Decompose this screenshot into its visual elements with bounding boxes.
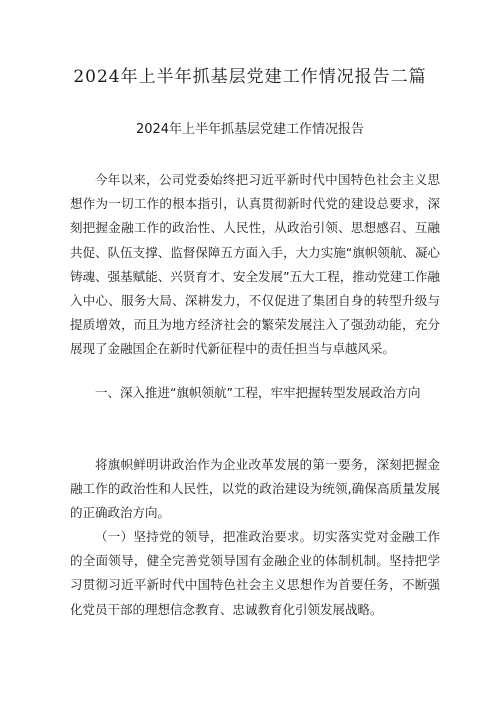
subsection-paragraph: （一）坚持党的领导，把准政治要求。切实落实党对金融工作的全面领导，健全完善党领导国有金融企业的体制机制。坚持把学习贯彻习近平新时代中国特色社会主义思想作为首要任务，不断强化党员干部的理想信念教育、忠诚教育化引领发展战略。 [70, 529, 440, 617]
section-heading: 一、深入推进“旗帜领航”工程，牢牢把握转型发展政治方向 [95, 385, 421, 400]
document-title: 2024年上半年抓基层党建工作情况报告二篇 [73, 67, 427, 87]
report-subtitle: 2024年上半年抓基层党建工作情况报告 [135, 122, 365, 137]
intro-paragraph: 今年以来，公司党委始终把习近平新时代中国特色社会主义思想作为一切工作的根本指引，认真贯彻新时代党的建设总要求，深刻把握金融工作的政治性、人民性，从政治引领、思想感召、互融共促、队伍支撑、监督保障五方面入手，大力实施“旗帜领航、凝心铸魂、强基赋能、兴贤育才、安全发展”五大工程，推动党建工作融入中心、服务大局、深耕发力，不仅促进了集团自身的转型升级与提质增效，而且为地方经济社会的繁荣发展注入了强劲动能，充分展现了金融国企在新时代新征程中的责任担当与卓越风采。 [70, 172, 440, 357]
section-paragraph: 将旗帜鲜明讲政治作为企业改革发展的第一要务，深刻把握金融工作的政治性和人民性，以党的政治建设为统领,确保高质量发展的正确政治方向。 [70, 457, 440, 521]
